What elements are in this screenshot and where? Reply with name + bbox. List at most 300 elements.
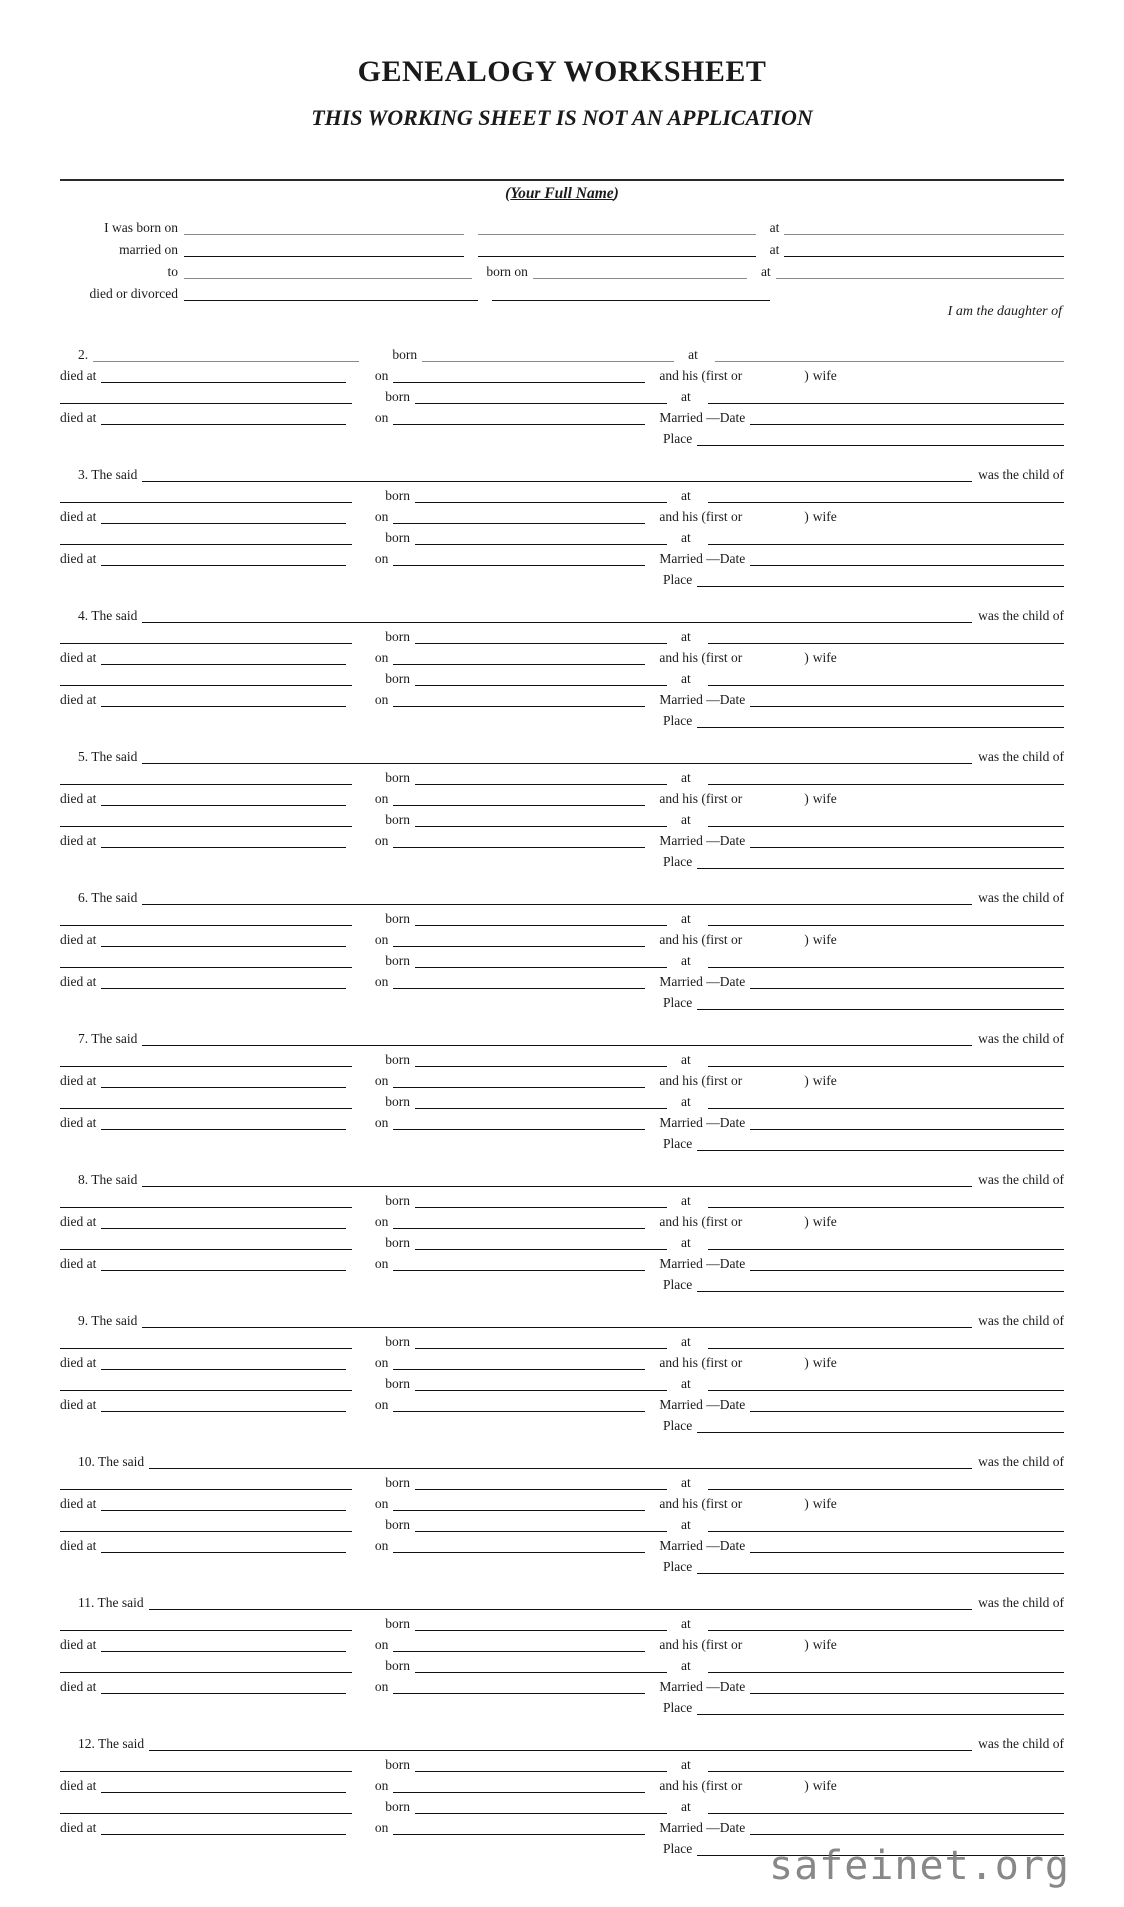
father-died-at-label: died at [60,790,97,806]
wife-label: wife [812,1354,837,1370]
mother-died-on-field[interactable] [393,1819,645,1835]
father-name-field[interactable] [60,1192,352,1208]
father-born-field[interactable] [415,1615,667,1631]
entry-said-name-field[interactable] [149,1593,973,1610]
wife-order-group [645,1637,1064,1652]
mother-born-label: born [385,1798,410,1814]
married-date-label: Married —Date [659,1537,746,1553]
wife-paren-close: ) [804,1072,809,1088]
entry-row-father-died [60,1208,1064,1229]
father-born-field[interactable] [422,346,674,362]
mother-at-field[interactable] [708,1516,1064,1532]
entry-row-place [60,848,1064,869]
father-at-field[interactable] [708,628,1064,644]
father-at-field[interactable] [715,346,1064,362]
mother-at-field[interactable] [708,1093,1064,1109]
mother-born-label: born [385,1657,410,1673]
entry-said-row [60,460,1064,482]
father-name-field[interactable] [60,487,352,503]
place-label: Place [663,1840,693,1856]
and-his-first-or-label: and his (first or [659,1636,743,1652]
mother-died-on-field[interactable] [393,973,645,989]
entry-row-mother-died [60,545,1064,566]
father-born-field[interactable] [415,769,667,785]
mother-died-at-label: died at [60,550,97,566]
entry-row-mother [60,1793,1064,1814]
married-date-field[interactable] [750,1819,1064,1835]
wife-label: wife [812,1213,837,1229]
entry-row-mother-died [60,686,1064,707]
mother-at-label: at [681,670,691,686]
entry-row-mother [60,1652,1064,1673]
father-born-field[interactable] [415,628,667,644]
place-field[interactable] [697,1135,1064,1151]
mother-at-field[interactable] [708,811,1064,827]
father-at-label: at [681,1192,691,1208]
place-field[interactable] [697,1699,1064,1715]
mother-died-on-field[interactable] [393,550,645,566]
married-date-field[interactable] [750,1537,1064,1553]
mother-born-label: born [385,1516,410,1532]
entry-row-father-died [60,1772,1064,1793]
watermark: safeinet.org [769,1843,1070,1889]
place-label: Place [663,571,693,587]
daughter-of-note: I am the daughter of [947,304,1062,319]
mother-born-label: born [385,529,410,545]
father-died-at-field[interactable] [101,790,346,806]
mother-born-field[interactable] [415,811,667,827]
mother-name-field[interactable] [60,811,352,827]
father-died-on-field[interactable] [393,649,645,665]
entry-said-name-field[interactable] [142,1311,972,1328]
place-label: Place [663,853,693,869]
mother-died-at-field[interactable] [101,1114,346,1130]
father-died-on-label: on [374,1495,389,1511]
father-died-on-label: on [374,790,389,806]
mother-at-label: at [681,1516,691,1532]
caption-open-paren: ( [505,185,511,202]
mother-died-on-label: on [374,550,389,566]
mother-at-field[interactable] [708,1234,1064,1250]
wife-paren-close: ) [804,790,809,806]
mother-died-on-field[interactable] [393,1255,645,1271]
entry-row-father-died [60,1349,1064,1370]
father-died-on-label: on [374,1072,389,1088]
place-field[interactable] [697,571,1064,587]
father-at-field[interactable] [708,1756,1064,1772]
intro-died-divorced-label: died or divorced [89,285,178,301]
mother-died-at-field[interactable] [101,409,346,425]
entry-was-child-of-label: was the child of [978,1030,1064,1046]
father-born-label: born [392,346,418,362]
father-died-on-field[interactable] [393,367,645,383]
entry-was-child-of-label: was the child of [978,748,1064,764]
mother-died-on-label: on [374,832,389,848]
father-born-field[interactable] [415,910,667,926]
entry-number: 10. The said [78,1453,145,1469]
father-at-field[interactable] [708,1333,1064,1349]
mother-died-at-label: died at [60,1537,97,1553]
and-his-first-or-label: and his (first or [659,1777,743,1793]
intro-to-spouse-field[interactable] [184,263,472,279]
mother-name-field[interactable] [60,529,352,545]
mother-name-field[interactable] [60,952,352,968]
place-field[interactable] [697,712,1064,728]
mother-at-field[interactable] [708,388,1064,404]
father-at-field[interactable] [708,1474,1064,1490]
father-name-field[interactable] [60,1333,352,1349]
wife-order-group [645,650,1064,665]
father-born-label: born [385,628,410,644]
mother-died-on-field[interactable] [393,409,645,425]
entry-said-row [60,601,1064,623]
father-name-field[interactable] [60,1756,352,1772]
entry-row-mother [60,1511,1064,1532]
entry-row-place [60,1553,1064,1574]
entry-said-name-field[interactable] [142,1029,972,1046]
entry-row-place [60,425,1064,446]
father-died-at-label: died at [60,1495,97,1511]
wife-label: wife [812,1777,837,1793]
father-born-label: born [385,1474,410,1490]
father-died-at-field[interactable] [101,1495,346,1511]
married-date-field[interactable] [750,1396,1064,1412]
father-born-field[interactable] [415,1333,667,1349]
entry-row-father-died [60,644,1064,665]
father-died-on-field[interactable] [393,931,645,947]
father-died-at-field[interactable] [101,367,346,383]
father-died-at-field[interactable] [101,649,346,665]
mother-born-field[interactable] [415,1516,667,1532]
mother-born-label: born [385,670,410,686]
mother-at-label: at [681,1798,691,1814]
father-died-on-field[interactable] [393,1777,645,1793]
mother-born-label: born [385,1375,410,1391]
mother-at-field[interactable] [708,670,1064,686]
father-name-field[interactable] [60,628,352,644]
wife-paren-close: ) [804,1354,809,1370]
mother-at-field[interactable] [708,1798,1064,1814]
ancestor-entry [60,460,1064,587]
mother-born-field[interactable] [415,1234,667,1250]
father-born-field[interactable] [415,1192,667,1208]
mother-name-field[interactable] [60,1657,352,1673]
father-born-label: born [385,1756,410,1772]
entry-row-mother-died [60,1673,1064,1694]
mother-born-field[interactable] [415,952,667,968]
entry-row-father-died [60,926,1064,947]
mother-died-at-field[interactable] [101,1819,346,1835]
and-his-first-or-label: and his (first or [659,790,743,806]
mother-born-field[interactable] [415,529,667,545]
father-name-field[interactable] [93,346,359,362]
father-at-label: at [681,1615,691,1631]
mother-died-on-field[interactable] [393,832,645,848]
father-at-field[interactable] [708,910,1064,926]
father-died-on-label: on [374,1777,389,1793]
wife-order-group [645,509,1064,524]
wife-label: wife [812,1495,837,1511]
entry-number: 7. The said [78,1030,138,1046]
intro-married-at-field[interactable] [784,241,1064,257]
father-died-on-field[interactable] [393,1072,645,1088]
entry-was-child-of-label: was the child of [978,466,1064,482]
father-at-label: at [681,769,691,785]
wife-paren-close: ) [804,508,809,524]
married-date-label: Married —Date [659,550,746,566]
father-born-field[interactable] [415,1474,667,1490]
wife-label: wife [812,649,837,665]
mother-at-label: at [681,1093,691,1109]
father-died-at-label: died at [60,1213,97,1229]
entry-row-mother [60,665,1064,686]
wife-paren-close: ) [804,1636,809,1652]
ancestor-entry [60,1447,1064,1574]
married-date-field[interactable] [750,691,1064,707]
mother-died-at-field[interactable] [101,1537,346,1553]
mother-at-field[interactable] [708,529,1064,545]
mother-name-field[interactable] [60,670,352,686]
mother-at-label: at [681,388,691,404]
place-field[interactable] [697,853,1064,869]
father-died-on-field[interactable] [393,1495,645,1511]
entry-row-father-died [60,503,1064,524]
ancestor-entry [60,341,1064,446]
father-died-on-field[interactable] [393,790,645,806]
mother-born-field[interactable] [415,1375,667,1391]
entry-said-name-field[interactable] [142,465,972,482]
entry-row-place [60,1130,1064,1151]
entry-said-row [60,1165,1064,1187]
entry-row-place [60,566,1064,587]
and-his-first-or-label: and his (first or [659,649,743,665]
entry-row-father [60,341,1064,362]
father-died-at-field[interactable] [101,508,346,524]
mother-name-field[interactable] [60,1516,352,1532]
mother-died-at-field[interactable] [101,1255,346,1271]
mother-died-at-label: died at [60,409,97,425]
married-date-field[interactable] [750,409,1064,425]
father-born-label: born [385,910,410,926]
married-date-field[interactable] [750,1114,1064,1130]
married-date-field[interactable] [750,973,1064,989]
intro-to-born-on-label: born on [486,263,528,279]
entry-row-place [60,707,1064,728]
wife-label: wife [812,1636,837,1652]
intro-died-divorced-place-field[interactable] [492,285,770,301]
father-at-field[interactable] [708,1615,1064,1631]
intro-died-divorced-date-field[interactable] [184,285,478,301]
mother-died-on-field[interactable] [393,1396,645,1412]
entry-number: 4. The said [78,607,138,623]
mother-name-field[interactable] [60,1375,352,1391]
place-label: Place [663,712,693,728]
married-date-field[interactable] [750,1678,1064,1694]
mother-died-at-field[interactable] [101,973,346,989]
entry-said-name-field[interactable] [142,888,972,905]
mother-died-on-label: on [374,409,389,425]
mother-born-field[interactable] [415,1798,667,1814]
mother-died-on-field[interactable] [393,1537,645,1553]
and-his-first-or-label: and his (first or [659,1495,743,1511]
place-label: Place [663,994,693,1010]
entry-row-mother [60,947,1064,968]
wife-paren-close: ) [804,649,809,665]
father-name-field[interactable] [60,1051,352,1067]
father-at-field[interactable] [708,769,1064,785]
wife-label: wife [812,367,837,383]
father-at-field[interactable] [708,487,1064,503]
mother-died-at-field[interactable] [101,1678,346,1694]
intro-married-place-field[interactable] [478,241,756,257]
mother-died-at-field[interactable] [101,550,346,566]
father-at-field[interactable] [708,1192,1064,1208]
father-name-field[interactable] [60,769,352,785]
entry-row-mother [60,1088,1064,1109]
father-died-on-field[interactable] [393,508,645,524]
married-date-field[interactable] [750,832,1064,848]
intro-born-place-field[interactable] [478,219,756,235]
father-died-at-field[interactable] [101,931,346,947]
intro-to-born-on-field[interactable] [533,263,747,279]
mother-died-at-field[interactable] [101,1396,346,1412]
father-at-field[interactable] [708,1051,1064,1067]
father-name-field[interactable] [60,910,352,926]
intro-born-date-field[interactable] [184,219,464,235]
entry-row-place [60,1412,1064,1433]
wife-order-group [645,1355,1064,1370]
father-born-field[interactable] [415,1051,667,1067]
entry-row-father-died [60,785,1064,806]
father-died-at-field[interactable] [101,1636,346,1652]
mother-at-field[interactable] [708,1375,1064,1391]
father-name-field[interactable] [60,1474,352,1490]
intro-to-at-field[interactable] [776,263,1064,279]
mother-born-field[interactable] [415,388,667,404]
entry-said-name-field[interactable] [142,1170,972,1187]
wife-paren-close: ) [804,367,809,383]
entry-row-mother-died [60,968,1064,989]
place-field[interactable] [697,1276,1064,1292]
wife-label: wife [812,931,837,947]
entry-was-child-of-label: was the child of [978,1171,1064,1187]
mother-died-at-label: died at [60,832,97,848]
wife-order-group [645,368,1064,383]
father-died-at-field[interactable] [101,1777,346,1793]
place-field[interactable] [697,1558,1064,1574]
father-died-on-field[interactable] [393,1636,645,1652]
place-label: Place [663,1699,693,1715]
father-died-on-field[interactable] [393,1213,645,1229]
mother-died-at-label: died at [60,973,97,989]
intro-block [60,213,1064,323]
mother-at-field[interactable] [708,1657,1064,1673]
wife-order-group [645,1073,1064,1088]
father-died-on-field[interactable] [393,1354,645,1370]
mother-name-field[interactable] [60,1234,352,1250]
intro-married-date-field[interactable] [184,241,464,257]
mother-died-on-field[interactable] [393,1678,645,1694]
place-label: Place [663,1558,693,1574]
mother-name-field[interactable] [60,1093,352,1109]
father-name-field[interactable] [60,1615,352,1631]
mother-name-field[interactable] [60,388,352,404]
father-at-label: at [681,487,691,503]
entry-row-mother-died [60,404,1064,425]
mother-died-at-label: died at [60,1255,97,1271]
father-died-at-field[interactable] [101,1072,346,1088]
place-field[interactable] [697,994,1064,1010]
father-died-at-field[interactable] [101,1354,346,1370]
father-born-field[interactable] [415,1756,667,1772]
married-date-field[interactable] [750,1255,1064,1271]
mother-born-label: born [385,388,410,404]
married-date-label: Married —Date [659,691,746,707]
mother-died-at-field[interactable] [101,832,346,848]
married-date-label: Married —Date [659,832,746,848]
father-at-label: at [688,346,698,362]
married-date-label: Married —Date [659,409,746,425]
entry-row-father [60,1328,1064,1349]
entry-row-father-died [60,1631,1064,1652]
entry-said-name-field[interactable] [142,747,972,764]
intro-married-label: married on [119,241,178,257]
mother-died-on-label: on [374,1255,389,1271]
father-born-label: born [385,1192,410,1208]
entry-said-row [60,742,1064,764]
married-date-label: Married —Date [659,973,746,989]
entry-row-father [60,1187,1064,1208]
entry-said-name-field[interactable] [149,1452,972,1469]
mother-died-at-field[interactable] [101,691,346,707]
father-died-at-field[interactable] [101,1213,346,1229]
entry-said-name-field[interactable] [142,606,972,623]
mother-at-label: at [681,1234,691,1250]
mother-at-label: at [681,952,691,968]
place-label: Place [663,1276,693,1292]
mother-died-on-field[interactable] [393,691,645,707]
father-died-at-label: died at [60,1777,97,1793]
father-born-field[interactable] [415,487,667,503]
entry-said-row [60,1729,1064,1751]
place-field[interactable] [697,1417,1064,1433]
mother-born-field[interactable] [415,670,667,686]
entry-number: 5. The said [78,748,138,764]
entry-row-mother-died [60,1814,1064,1835]
married-date-field[interactable] [750,550,1064,566]
mother-born-field[interactable] [415,1657,667,1673]
mother-died-on-field[interactable] [393,1114,645,1130]
wife-paren-close: ) [804,931,809,947]
mother-born-field[interactable] [415,1093,667,1109]
mother-name-field[interactable] [60,1798,352,1814]
intro-born-at-field[interactable] [784,219,1064,235]
caption-close-paren: ) [613,185,619,202]
father-died-at-label: died at [60,1072,97,1088]
mother-at-field[interactable] [708,952,1064,968]
and-his-first-or-label: and his (first or [659,367,743,383]
intro-married-at-label: at [769,241,780,257]
mother-died-on-label: on [374,1819,389,1835]
entry-row-father [60,482,1064,503]
place-field[interactable] [697,430,1064,446]
entry-said-name-field[interactable] [149,1734,972,1751]
entry-row-father-died [60,362,1064,383]
father-at-label: at [681,1756,691,1772]
intro-row-died-divorced [60,279,1064,301]
married-date-label: Married —Date [659,1819,746,1835]
father-at-label: at [681,1333,691,1349]
